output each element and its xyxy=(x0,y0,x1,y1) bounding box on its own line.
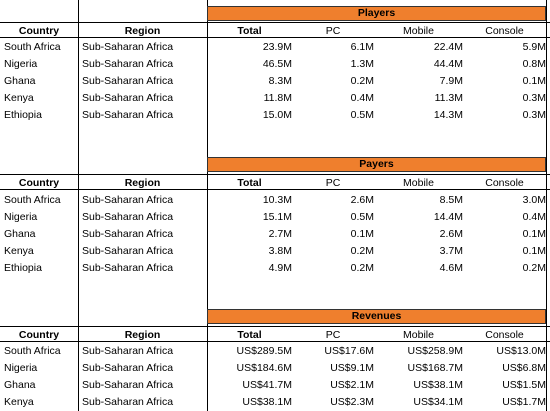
header-console: Console xyxy=(485,177,524,189)
cell-country: Ghana xyxy=(4,228,36,240)
cell-console: 0.8M xyxy=(522,58,546,70)
cell-country: South Africa xyxy=(4,194,61,206)
cell-country: Ghana xyxy=(4,75,36,87)
cell-total: 4.9M xyxy=(268,262,292,274)
cell-console: 0.2M xyxy=(522,262,546,274)
header-region: Region xyxy=(124,329,161,341)
cell-console: US$1.7M xyxy=(502,396,546,408)
cell-region: Sub-Saharan Africa xyxy=(82,345,174,357)
header-row xyxy=(0,22,550,38)
cell-region: Sub-Saharan Africa xyxy=(82,211,174,223)
cell-country: Kenya xyxy=(4,92,34,104)
cell-region: Sub-Saharan Africa xyxy=(82,75,174,87)
cell-mobile: 14.4M xyxy=(433,211,463,223)
cell-country: Kenya xyxy=(4,396,34,408)
header-mobile: Mobile xyxy=(403,177,434,189)
cell-total: US$38.1M xyxy=(242,396,292,408)
cell-total: 3.8M xyxy=(268,245,292,257)
header-row xyxy=(0,174,550,190)
cell-region: Sub-Saharan Africa xyxy=(82,379,174,391)
cell-total: 23.9M xyxy=(262,41,292,53)
cell-total: 8.3M xyxy=(268,75,292,87)
cell-pc: US$9.1M xyxy=(330,362,374,374)
cell-console: 0.3M xyxy=(522,109,546,121)
cell-country: Nigeria xyxy=(4,362,38,374)
cell-mobile: US$168.7M xyxy=(407,362,463,374)
table-row xyxy=(0,56,550,73)
cell-console: US$6.8M xyxy=(502,362,546,374)
cell-region: Sub-Saharan Africa xyxy=(82,109,174,121)
cell-console: 3.0M xyxy=(522,194,546,206)
cell-country: Ethiopia xyxy=(4,109,42,121)
cell-mobile: 4.6M xyxy=(439,262,463,274)
header-row xyxy=(0,326,550,342)
header-country: Country xyxy=(18,25,60,37)
cell-console: US$1.5M xyxy=(502,379,546,391)
cell-region: Sub-Saharan Africa xyxy=(82,396,174,408)
cell-pc: US$17.6M xyxy=(324,345,374,357)
header-country: Country xyxy=(18,329,60,341)
cell-mobile: 14.3M xyxy=(433,109,463,121)
cell-mobile: 2.6M xyxy=(439,228,463,240)
section-title: Revenues xyxy=(207,309,546,324)
cell-mobile: 3.7M xyxy=(439,245,463,257)
table-row xyxy=(0,192,550,209)
cell-mobile: US$258.9M xyxy=(407,345,463,357)
table-row xyxy=(0,107,550,124)
cell-mobile: 8.5M xyxy=(439,194,463,206)
cell-total: 10.3M xyxy=(262,194,292,206)
header-total: Total xyxy=(237,177,262,189)
cell-mobile: 7.9M xyxy=(439,75,463,87)
header-mobile: Mobile xyxy=(403,329,434,341)
cell-country: Kenya xyxy=(4,245,34,257)
cell-mobile: US$38.1M xyxy=(413,379,463,391)
cell-pc: 0.2M xyxy=(350,262,374,274)
cell-country: Ghana xyxy=(4,379,36,391)
cell-region: Sub-Saharan Africa xyxy=(82,262,174,274)
cell-country: South Africa xyxy=(4,41,61,53)
cell-pc: US$2.3M xyxy=(330,396,374,408)
table-row xyxy=(0,90,550,107)
cell-region: Sub-Saharan Africa xyxy=(82,41,174,53)
table-row xyxy=(0,243,550,260)
cell-pc: 2.6M xyxy=(350,194,374,206)
cell-console: US$13.0M xyxy=(496,345,546,357)
header-region: Region xyxy=(124,177,161,189)
cell-country: South Africa xyxy=(4,345,61,357)
cell-region: Sub-Saharan Africa xyxy=(82,92,174,104)
cell-region: Sub-Saharan Africa xyxy=(82,194,174,206)
cell-mobile: 22.4M xyxy=(433,41,463,53)
table-row xyxy=(0,343,550,360)
table-row xyxy=(0,226,550,243)
cell-country: Ethiopia xyxy=(4,262,42,274)
header-pc: PC xyxy=(325,177,341,189)
cell-console: 0.4M xyxy=(522,211,546,223)
cell-total: 15.0M xyxy=(262,109,292,121)
cell-total: US$184.6M xyxy=(236,362,292,374)
table-row xyxy=(0,360,550,377)
cell-console: 0.1M xyxy=(522,228,546,240)
table-row xyxy=(0,39,550,56)
cell-console: 5.9M xyxy=(522,41,546,53)
cell-country: Nigeria xyxy=(4,58,38,70)
cell-pc: 0.5M xyxy=(350,109,374,121)
cell-total: 2.7M xyxy=(268,228,292,240)
header-console: Console xyxy=(485,329,524,341)
cell-total: 15.1M xyxy=(262,211,292,223)
table-row xyxy=(0,73,550,90)
cell-total: 46.5M xyxy=(262,58,292,70)
header-mobile: Mobile xyxy=(403,25,434,37)
cell-console: 0.1M xyxy=(522,75,546,87)
cell-pc: 0.2M xyxy=(350,245,374,257)
table-row xyxy=(0,260,550,277)
header-pc: PC xyxy=(325,25,341,37)
header-pc: PC xyxy=(325,329,341,341)
cell-total: 11.8M xyxy=(263,92,292,104)
cell-region: Sub-Saharan Africa xyxy=(82,362,174,374)
header-total: Total xyxy=(237,25,262,37)
cell-pc: 0.2M xyxy=(350,75,374,87)
cell-mobile: US$34.1M xyxy=(413,396,463,408)
cell-pc: 0.5M xyxy=(350,211,374,223)
cell-total: US$289.5M xyxy=(236,345,292,357)
header-region: Region xyxy=(124,25,161,37)
cell-mobile: 44.4M xyxy=(433,58,463,70)
section-title: Players xyxy=(207,6,546,21)
table-row xyxy=(0,394,550,411)
cell-region: Sub-Saharan Africa xyxy=(82,245,174,257)
header-country: Country xyxy=(18,177,60,189)
cell-region: Sub-Saharan Africa xyxy=(82,58,174,70)
cell-total: US$41.7M xyxy=(242,379,292,391)
section-title: Payers xyxy=(207,157,546,172)
cell-pc: 6.1M xyxy=(350,41,374,53)
cell-console: 0.1M xyxy=(522,245,546,257)
table-row xyxy=(0,209,550,226)
cell-pc: 1.3M xyxy=(350,58,374,70)
cell-pc: 0.4M xyxy=(350,92,374,104)
header-console: Console xyxy=(485,25,524,37)
cell-console: 0.3M xyxy=(522,92,546,104)
cell-region: Sub-Saharan Africa xyxy=(82,228,174,240)
table-row xyxy=(0,377,550,394)
cell-pc: 0.1M xyxy=(350,228,374,240)
cell-pc: US$2.1M xyxy=(330,379,374,391)
cell-mobile: 11.3M xyxy=(434,92,463,104)
header-total: Total xyxy=(237,329,262,341)
cell-country: Nigeria xyxy=(4,211,38,223)
